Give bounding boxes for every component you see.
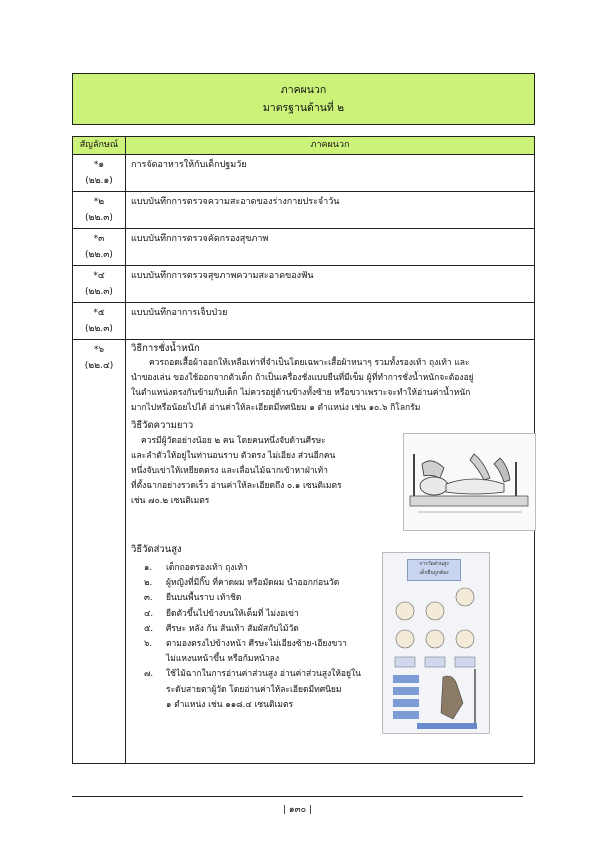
list-item [144, 576, 409, 591]
step-number: ๓. [144, 593, 153, 604]
weigh-line: ในตำแหน่งตรงกันข้ามกับเด็ก ไม่ควรอยู่ด้านข้างทั้งซ้าย หรือขวาเพราะจะทำให้อ่านค่าน้ำหนัก [131, 388, 471, 398]
step-text: เด็กถอดรองเท้า ถุงเท้า [166, 563, 248, 573]
length-paragraph [131, 434, 399, 509]
row-code: *๑ [93, 160, 105, 170]
poster-caption-sub: เด็กยืนถูกต้อง [419, 570, 449, 576]
row-title: การจัดอาหารให้กับเด็กปฐมวัย [131, 160, 247, 170]
table-row [73, 303, 534, 340]
length-measurement-image [403, 433, 536, 531]
step-number: ๒. [144, 578, 153, 589]
step-text: ศีรษะ หลัง ก้น ส้นเท้า สัมผัสกับไม้วัด [166, 623, 299, 634]
row-title: แบบบันทึกการตรวจความสะอาดของร่างกายประจำวัน [131, 197, 340, 207]
step-text-cont: ๑ ตำแหน่ง เช่น ๑๑๘.๔ เซนติเมตร [166, 699, 294, 710]
appendix-title: ภาคผนวก [280, 84, 327, 96]
length-line: และลำตัวให้อยู่ในท่านอนราบ ตัวตรง ไม่เอียง ส่วนอีกคน [131, 451, 336, 461]
weigh-title: วิธีการชั่งน้ำหนัก [131, 343, 200, 354]
table-row [73, 155, 534, 192]
row-ref: (๒๒.๓) [85, 324, 113, 334]
measurement-content [126, 340, 534, 763]
col-symbol-header: สัญลักษณ์ [73, 137, 126, 154]
step-number: ๔. [144, 608, 154, 619]
row-title: แบบบันทึกอาการเจ็บป่วย [131, 308, 228, 318]
length-line: ที่ตั้งฉากอย่างรวดเร็ว อ่านค่าให้ละเอียดถึง ๐.๑ เซนติเมตร [131, 481, 342, 491]
weigh-line: นำของเล่น ของใช้ออกจากตัวเด็ก ถ้าเป็นเครื่องชั่งแบบยืนที่มีเข็ม ผู้ที่ทำการชั่งน้ำหนักจะต้องอยู่ [131, 373, 474, 383]
height-title: วิธีวัดส่วนสูง [131, 544, 182, 555]
appendix-table [72, 136, 535, 764]
table-row [73, 266, 534, 303]
step-number: ๖. [144, 639, 153, 650]
table-row [73, 192, 534, 229]
row-ref: (๒๒.๑) [85, 176, 113, 186]
list-item [144, 561, 409, 576]
list-item [144, 637, 409, 667]
list-item [144, 622, 409, 637]
row-code: *๖ [93, 345, 105, 355]
appendix-header [72, 73, 535, 125]
row-ref: (๒๒.๓) [85, 213, 113, 223]
step-number: ๕. [144, 623, 154, 634]
standard-title: มาตรฐานด้านที่ ๒ [262, 102, 345, 114]
row-ref: (๒๒.๔) [84, 361, 114, 371]
height-steps-list [144, 561, 409, 713]
weigh-line: ควรถอดเสื้อผ้าออกให้เหลือเท่าที่จำเป็นโดยเฉพาะเสื้อผ้าหนาๆ รวมทั้งรองเท้า ถุงเท้า และ [149, 358, 470, 368]
row-title: แบบบันทึกการตรวจสุขภาพความสะอาดของฟัน [131, 271, 314, 281]
list-item [144, 607, 409, 622]
step-text: ยืดตัวขึ้นไปข้างบนให้เต็มที่ ไม่งอเข่า [166, 608, 299, 619]
table-row-measurement [73, 340, 534, 763]
length-line: หนึ่งจับเข่าให้เหยียดตรง และเลื่อนไม้ฉากเข้าหาฝ่าเท้า [131, 466, 328, 476]
row-code: *๔ [93, 271, 105, 281]
row-code: *๓ [93, 234, 105, 244]
row-code: *๒ [93, 197, 105, 207]
length-title: วิธีวัดความยาว [131, 420, 194, 431]
step-text-cont: ไม่แหงนหน้าขึ้น หรือก้มหน้าลง [166, 654, 279, 665]
weigh-line: มากไปหรือน้อยไปได้ อ่านค่าให้ละเอียดมีทศนิยม ๑ ตำแหน่ง เช่น ๑๐.๖ กิโลกรัม [131, 403, 421, 413]
child-lying-measure-illustration [404, 434, 535, 530]
list-item [144, 667, 409, 713]
step-text: ใช้ไม้ฉากในการอ่านค่าส่วนสูง อ่านค่าส่วนสูงให้อยู่ใน [166, 669, 361, 680]
col-appendix-header: ภาคผนวก [310, 140, 350, 150]
table-row [73, 229, 534, 266]
step-number: ๗. [144, 669, 154, 680]
row-title: แบบบันทึกการตรวจคัดกรองสุขภาพ [131, 234, 269, 244]
row-ref: (๒๒.๓) [85, 250, 113, 260]
length-line: ควรมีผู้วัดอย่างน้อย ๒ คน โดยคนหนึ่งจับด้านศีรษะ [141, 436, 326, 446]
row-code: *๕ [93, 308, 105, 318]
step-text: ตามองตรงไปข้างหน้า ศีรษะไม่เอียงซ้าย-เอียงขวา [166, 639, 347, 650]
step-text-cont: ระดับสายตาผู้วัด โดยอ่านค่าให้ละเอียดมีทศนิยม [166, 684, 342, 695]
length-line: เช่น ๗๐.๒ เซนติเมตร [131, 496, 210, 506]
row-ref: (๒๒.๓) [85, 287, 113, 297]
height-measurement-poster [382, 552, 490, 734]
poster-caption-top: การวัดส่วนสูง [419, 561, 449, 567]
step-text: ผู้หญิงที่มีกิ๊บ ที่คาดผม หรือมัดผม นำออกก่อนวัด [166, 578, 340, 589]
step-number: ๑. [144, 563, 153, 573]
step-text: ยืนบนพื้นราบ เท้าชิด [166, 593, 242, 604]
table-header-row [73, 137, 534, 155]
footer-rule [72, 796, 523, 797]
list-item [144, 591, 409, 606]
page-number: | ๑๓๐ | [282, 805, 313, 815]
weigh-paragraph [131, 356, 529, 416]
poster-caption [407, 559, 461, 581]
